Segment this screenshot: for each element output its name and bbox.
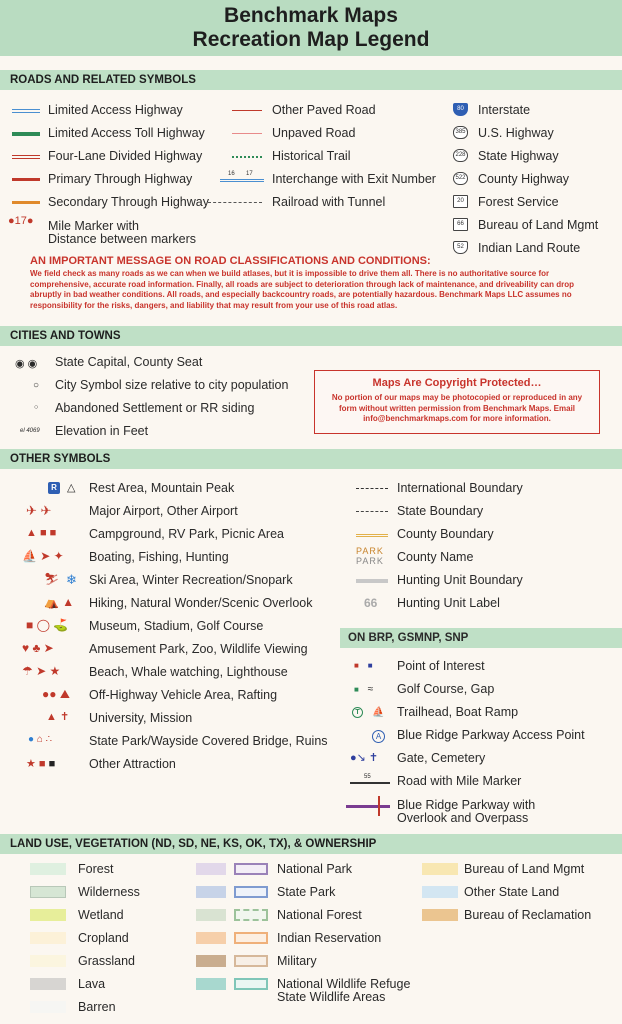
- city-label: Abandoned Settlement or RR siding: [55, 401, 255, 415]
- brp-label: Gate, Cemetery: [397, 751, 486, 765]
- golf-gap-icon: ■ ≈: [354, 684, 374, 695]
- section-brp-header: ON BRP, GSMNP, SNP: [340, 628, 622, 648]
- road-label: Interchange with Exit Number: [272, 172, 436, 186]
- state-park-icon: ● ⌂ ∴: [28, 734, 53, 745]
- other-symbol-label: Boating, Fishing, Hunting: [89, 550, 229, 564]
- city-circle-icon: ○: [33, 380, 40, 391]
- museum-icon: ■ ◯ ⛳: [26, 618, 69, 632]
- road-label: State Highway: [478, 149, 559, 163]
- hiking-icon: ⛺ ▲: [44, 595, 75, 609]
- city-label: Elevation in Feet: [55, 424, 149, 438]
- hunting-unit-label-sample: 66: [364, 596, 378, 610]
- land-label: Wilderness: [78, 885, 140, 899]
- interchange-icon: 16 17: [220, 173, 264, 187]
- road-message-body: We field check as many roads as we can when we build atlases, but it is impossible to drive them all. There is no authoritative source for comprehensive, accurate road information. Finally, all roads are subject to deterioration through lack of maintenance, and driveability can drop abruptly in bad weather conditions. All roads, and especially backcountry roads, are potentially hazardous. Benchmark Maps LLC assumes no responsibility for the risks, dangers, and liability that may result from your use of this road atlas.: [30, 269, 574, 310]
- wetland-swatch: [30, 909, 66, 921]
- national-forest-outline-swatch: [234, 909, 268, 921]
- trailhead-icon: T: [352, 707, 363, 718]
- mile-marker-label-2: Distance between markers: [48, 232, 196, 246]
- other-symbol-label: Major Airport, Other Airport: [89, 504, 238, 518]
- other-symbol-label: Ski Area, Winter Recreation/Snopark: [89, 573, 293, 587]
- amusement-icon: ♥ ♣ ➤: [22, 641, 54, 655]
- mile-marker-icon: ●17●: [8, 215, 34, 227]
- boundary-label: State Boundary: [397, 504, 484, 518]
- us-highway-shield-icon: 385: [453, 126, 468, 139]
- boundary-label: International Boundary: [397, 481, 523, 495]
- road-label: Limited Access Highway: [48, 103, 183, 117]
- grassland-swatch: [30, 955, 66, 967]
- section-roads-header: ROADS AND RELATED SYMBOLS: [0, 70, 622, 90]
- boundary-label: County Name: [397, 550, 474, 564]
- land-label: State Park: [277, 885, 336, 899]
- land-label: Lava: [78, 977, 106, 991]
- military-fill-swatch: [196, 955, 226, 967]
- secondary-highway-line-icon: [12, 201, 40, 204]
- page-subtitle: Recreation Map Legend: [192, 28, 430, 51]
- land-label: Indian Reservation: [277, 931, 382, 945]
- paved-road-line-icon: [232, 110, 262, 111]
- road-label: Four-Lane Divided Highway: [48, 149, 203, 163]
- land-label: Military: [277, 954, 317, 968]
- state-boundary-line-icon: [356, 511, 388, 512]
- other-symbol-label: Campground, RV Park, Picnic Area: [89, 527, 285, 541]
- ohv-icon: ●● ⛰: [42, 687, 70, 701]
- section-land-header: LAND USE, VEGETATION (ND, SD, NE, KS, OK, TX), & OWNERSHIP: [0, 834, 622, 854]
- road-label: County Highway: [478, 172, 570, 186]
- state-highway-shield-icon: 228: [453, 149, 468, 162]
- other-symbol-label: Rest Area, Mountain Peak: [89, 481, 235, 495]
- boundary-label: Hunting Unit Boundary: [397, 573, 523, 587]
- state-park-outline-swatch: [234, 886, 268, 898]
- city-label: City Symbol size relative to city population: [55, 378, 289, 392]
- section-other-header: OTHER SYMBOLS: [0, 449, 622, 469]
- boating-icon: ⛵ ➤ ✦: [22, 549, 64, 563]
- mile-marker-label-1: Mile Marker with: [48, 219, 139, 233]
- road-label: Railroad with Tunnel: [272, 195, 386, 209]
- primary-highway-line-icon: [12, 178, 40, 181]
- other-symbol-label: University, Mission: [89, 711, 193, 725]
- railroad-tunnel-line-icon: [208, 202, 262, 203]
- brp-label: Blue Ridge Parkway with: [397, 798, 536, 812]
- national-park-outline-swatch: [234, 863, 268, 875]
- land-label: Bureau of Reclamation: [464, 908, 592, 922]
- national-park-fill-swatch: [196, 863, 226, 875]
- land-label: Barren: [78, 1000, 116, 1014]
- land-label: National Forest: [277, 908, 362, 922]
- county-boundary-line-icon: [356, 534, 388, 537]
- military-outline-swatch: [234, 955, 268, 967]
- road-label: Other Paved Road: [272, 103, 376, 117]
- brp-mile-marker-icon: 55: [350, 774, 390, 788]
- road-label: Limited Access Toll Highway: [48, 126, 205, 140]
- brp-label: Blue Ridge Parkway Access Point: [397, 728, 585, 742]
- state-park-fill-swatch: [196, 886, 226, 898]
- land-label: Bureau of Land Mgmt: [464, 862, 585, 876]
- other-symbol-label: Amusement Park, Zoo, Wildlife Viewing: [89, 642, 308, 656]
- road-label: Indian Land Route: [478, 241, 581, 255]
- title-band: [0, 0, 622, 56]
- wilderness-swatch: [30, 886, 66, 898]
- road-label: Primary Through Highway: [48, 172, 193, 186]
- road-label: Bureau of Land Mgmt: [478, 218, 599, 232]
- other-symbol-label: Beach, Whale watching, Lighthouse: [89, 665, 288, 679]
- indian-reservation-outline-swatch: [234, 932, 268, 944]
- road-message-title: AN IMPORTANT MESSAGE ON ROAD CLASSIFICATIONS AND CONDITIONS:: [30, 255, 431, 267]
- other-symbol-label: State Park/Wayside Covered Bridge, Ruins: [89, 734, 328, 748]
- lava-swatch: [30, 978, 66, 990]
- road-label: Interstate: [478, 103, 531, 117]
- four-lane-line-icon: [12, 155, 40, 159]
- road-label: Historical Trail: [272, 149, 351, 163]
- brp-label: Trailhead, Boat Ramp: [397, 705, 519, 719]
- land-label: State Wildlife Areas: [277, 990, 386, 1004]
- land-label: Other State Land: [464, 885, 560, 899]
- snowflake-icon: ❄: [66, 572, 77, 587]
- other-symbol-label: Museum, Stadium, Golf Course: [89, 619, 264, 633]
- capital-seat-icon: ◉ ◉: [15, 358, 38, 370]
- land-label: National Wildlife Refuge: [277, 977, 411, 991]
- boat-ramp-icon: ⛵: [372, 707, 385, 718]
- blm-shield-icon: 66: [453, 218, 468, 231]
- other-symbol-label: Off-Highway Vehicle Area, Rafting: [89, 688, 278, 702]
- campground-icon: ▲ ■ ■: [26, 527, 57, 539]
- beach-icon: ☂ ➤ ★: [22, 664, 61, 678]
- land-label: Wetland: [78, 908, 124, 922]
- brp-overlook-icon: [346, 796, 390, 816]
- other-state-land-swatch: [422, 886, 458, 898]
- brp-label: Golf Course, Gap: [397, 682, 495, 696]
- road-label: U.S. Highway: [478, 126, 554, 140]
- boundary-label: Hunting Unit Label: [397, 596, 500, 610]
- boundary-label: County Boundary: [397, 527, 494, 541]
- brp-label: Overlook and Overpass: [397, 811, 529, 825]
- brp-label: Road with Mile Marker: [397, 774, 522, 788]
- road-label: Forest Service: [478, 195, 559, 209]
- road-label: Unpaved Road: [272, 126, 356, 140]
- copyright-body: No portion of our maps may be photocopied or reproduced in any form without written permission from Benchmark Maps. Email info@benchmarkmaps.com for more information.: [331, 393, 583, 423]
- indian-route-shield-icon: 52: [453, 241, 468, 254]
- wildlife-refuge-outline-swatch: [234, 978, 268, 990]
- land-label: Cropland: [78, 931, 129, 945]
- toll-highway-line-icon: [12, 132, 40, 136]
- indian-reservation-fill-swatch: [196, 932, 226, 944]
- land-label: Forest: [78, 862, 114, 876]
- elevation-sample: el 4069: [20, 428, 40, 434]
- national-forest-fill-swatch: [196, 909, 226, 921]
- historical-trail-line-icon: [232, 156, 262, 158]
- university-icon: ▲ ✝: [46, 711, 70, 723]
- hunting-boundary-line-icon: [356, 579, 388, 583]
- interstate-shield-icon: 80: [453, 103, 468, 116]
- blm-swatch: [422, 863, 458, 875]
- copyright-title: Maps Are Copyright Protected…: [372, 377, 542, 389]
- airport-icon: ✈ ✈: [26, 503, 52, 518]
- county-name-sample: PARK PARK: [356, 546, 384, 566]
- international-boundary-line-icon: [356, 488, 388, 489]
- ski-area-icon: ⛷: [44, 572, 60, 586]
- city-label: State Capital, County Seat: [55, 355, 203, 369]
- road-label: Secondary Through Highway: [48, 195, 209, 209]
- reclamation-swatch: [422, 909, 458, 921]
- brp-access-icon: A: [372, 730, 385, 743]
- copyright-box: [314, 370, 600, 434]
- land-label: Grassland: [78, 954, 135, 968]
- other-attraction-icon: ★ ■ ■: [26, 758, 56, 770]
- other-symbol-label: Other Attraction: [89, 757, 176, 771]
- mountain-peak-icon: △: [67, 482, 76, 494]
- unpaved-road-line-icon: [232, 133, 262, 134]
- wildlife-refuge-fill-swatch: [196, 978, 226, 990]
- other-symbol-label: Hiking, Natural Wonder/Scenic Overlook: [89, 596, 313, 610]
- rest-area-icon: R: [48, 482, 60, 494]
- forest-swatch: [30, 863, 66, 875]
- brp-label: Point of Interest: [397, 659, 485, 673]
- gate-cemetery-icon: ●↘ ✝: [350, 752, 379, 764]
- section-cities-header: CITIES AND TOWNS: [0, 326, 622, 346]
- limited-access-line-icon: [12, 109, 40, 113]
- land-label: National Park: [277, 862, 353, 876]
- page-title: Benchmark Maps: [224, 4, 398, 27]
- abandoned-settlement-icon: ○: [34, 404, 39, 411]
- barren-swatch: [30, 1001, 66, 1013]
- cropland-swatch: [30, 932, 66, 944]
- county-highway-shield-icon: 522: [453, 172, 468, 185]
- forest-service-shield-icon: 20: [453, 195, 468, 208]
- poi-icon: ■ ■: [354, 661, 373, 670]
